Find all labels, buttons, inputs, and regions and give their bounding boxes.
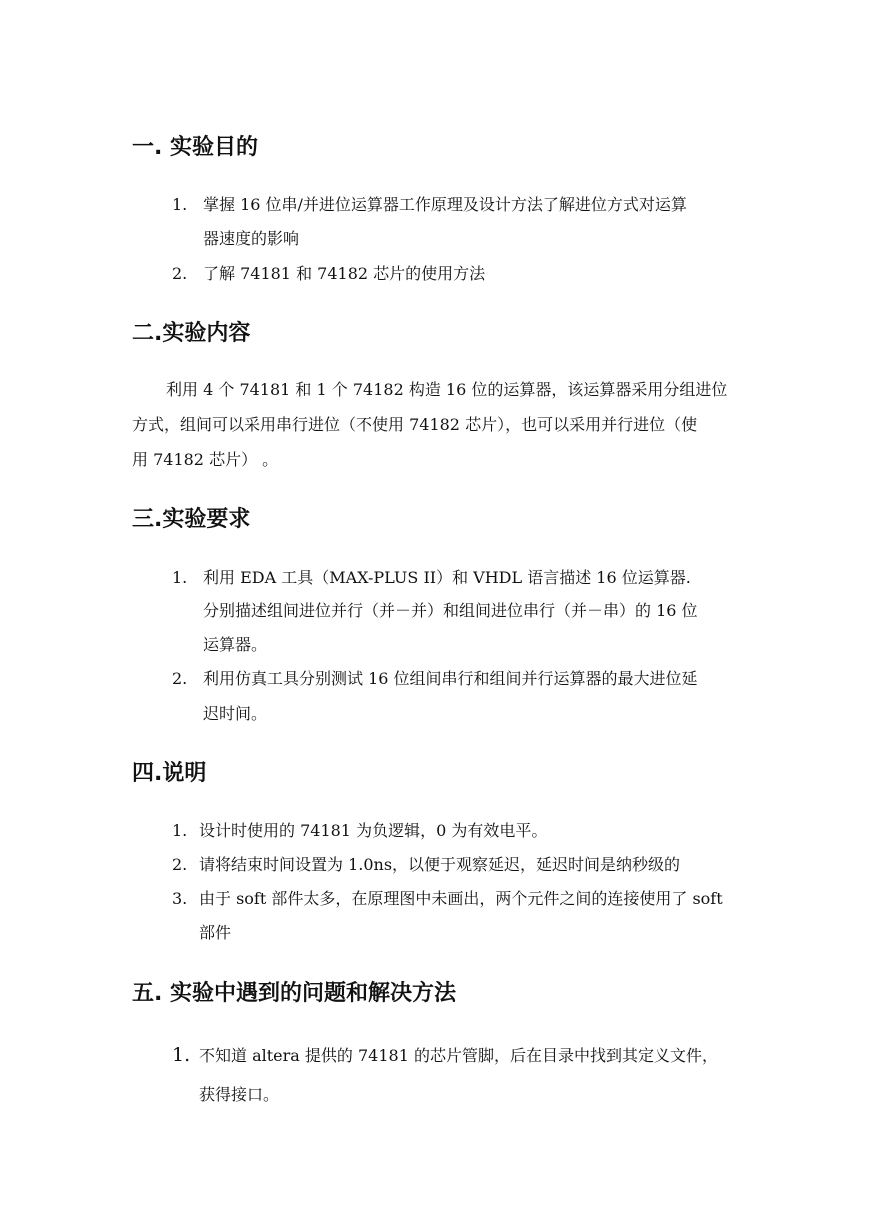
s3-item1-num: 1. [172,568,188,587]
s1-item1-line2: 器速度的影响 [203,229,300,248]
s3-item1-line2: 分别描述组间进位并行（并－并）和组间进位串行（并－串）的 16 位 [203,601,698,620]
s5-item1-line1: 不知道 altera 提供的 74181 的芯片管脚，后在目录中找到其定义文件， [199,1046,718,1065]
s4-item2-line1: 请将结束时间设置为 1.0ns，以便于观察延迟，延迟时间是纳秒级的 [199,855,681,874]
s1-item1-line1: 掌握 16 位串/并进位运算器工作原理及设计方法了解进位方式对运算 [203,195,687,214]
s1-item2-num: 2. [172,264,188,283]
s5-item1-line2: 获得接口。 [199,1085,280,1104]
s4-item1-line1: 设计时使用的 74181 为负逻辑，0 为有效电平。 [199,821,548,840]
s3-item1-line1: 利用 EDA 工具（MAX-PLUS II）和 VHDL 语言描述 16 位运算器. [203,568,691,587]
s4-item3-num: 3. [172,889,188,908]
s3-item2-num: 2. [172,669,188,688]
s3-item2-line1: 利用仿真工具分别测试 16 位组间串行和组间并行运算器的最大进位延 [203,669,698,688]
s4-item1-num: 1. [172,821,188,840]
section-3-title: 三.实验要求 [132,507,251,532]
section-5-title: 五. 实验中遇到的问题和解决方法 [132,981,457,1006]
s1-item1-num: 1. [172,195,188,214]
s3-item1-line3: 运算器。 [203,635,268,654]
s2-para-line3: 用 74182 芯片） 。 [132,450,279,469]
s4-item3-line2: 部件 [199,923,232,942]
s2-para-line2: 方式，组间可以采用串行进位（不使用 74182 芯片），也可以采用并行进位（使 [132,415,698,434]
section-4-title: 四.说明 [132,761,207,786]
s4-item2-num: 2. [172,855,188,874]
s4-item3-line1: 由于 soft 部件太多，在原理图中未画出，两个元件之间的连接使用了 soft [199,889,723,908]
section-1-title: 一. 实验目的 [132,135,259,160]
s1-item2-line1: 了解 74181 和 74182 芯片的使用方法 [203,264,486,283]
section-2-title: 二.实验内容 [132,321,251,346]
s5-item1-num: 1. [172,1044,191,1066]
s2-para-line1: 利用 4 个 74181 和 1 个 74182 构造 16 位的运算器，该运算器采用分组进位 [166,380,728,399]
s3-item2-line2: 迟时间。 [203,704,268,723]
